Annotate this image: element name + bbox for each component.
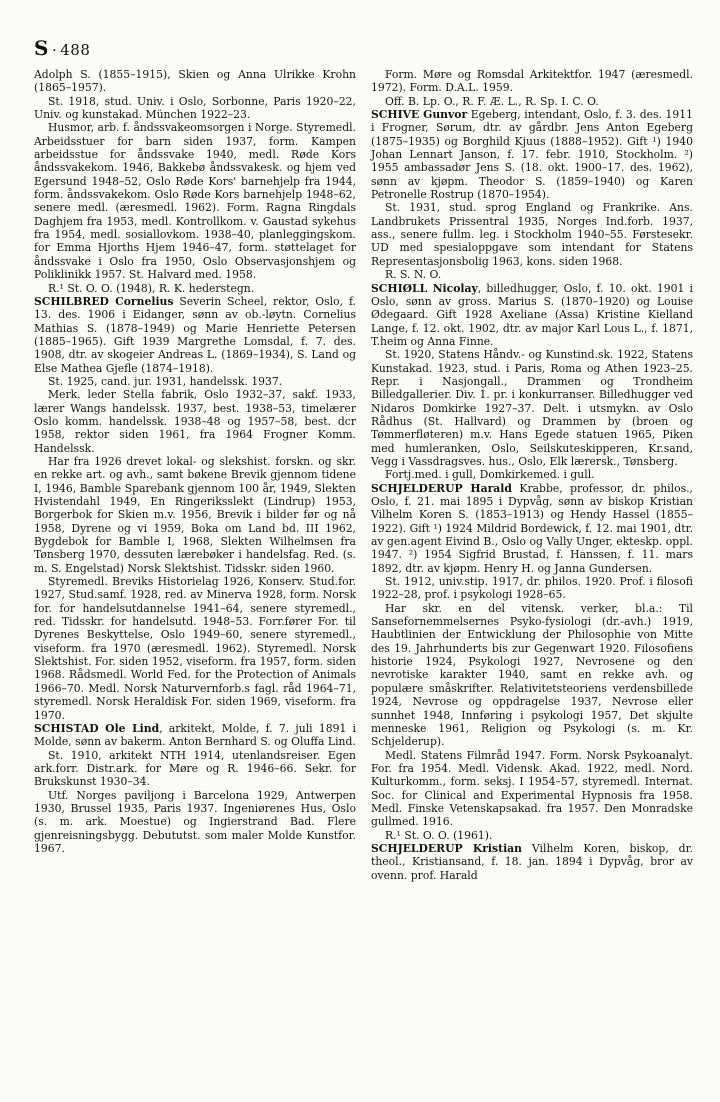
section-letter: S (34, 36, 49, 60)
paragraph: Husmor, arb. f. åndssvakeomsorgen i Norge. Styremedl. Arbeidsstuer for barn siden 1937, form. Kampen arbeidsstue for åndssvake 1940, medl. Røde Kors åndssvakekom. 1946, Bakkebø åndssvakesk. og hjem ved Egersund 1948–52, Oslo Røde Kors' barnehjelp fra 1944, form. åndssvakekom. Oslo Røde Kors barnehjelp 1948–62, senere medl. (æresmedl. 1962). Form. Ragna Ringdals Daghjem fra 1953, medl. Kontrollkom. v. Gaustad sykehus fra 1954, medl. sosiallovkom. 1938–40, planleggingskom. for Emma Hjorths Hjem 1946–47, form. støttelaget for åndssvake i Oslo fra 1950, Oslo Observasjonshjem og Poliklinikk 1957. St. Halvard med. 1958. (34, 121, 356, 282)
biography-entry (34, 722, 356, 749)
page-header (34, 36, 90, 60)
paragraph: Medl. Statens Filmråd 1947. Form. Norsk Psykoanalyt. For. fra 1954. Medl. Vidensk. Akad. 1922, medl. Nord. Kulturkomm., form. seksj. I 1954–57, styremedl. Internat. Soc. for Clinical and Experimental Hypnosis fra 1958. Medl. Finske Vetenskapsakad. fra 1957. Den Monradske gullmed. 1916. (371, 748, 693, 829)
paragraph: Har fra 1926 drevet lokal- og slekshist. forskn. og skr. en rekke art. og avh., samt bøkene Brevik gjennom tidene I, 1946, Bamble Sparebank gjennom 100 år, 1949, Slekten Hvistendahl 1949, En Ringeriksslekt (Lindrup) 1953, Borgerbok for Skien m.v. 1956, Brevik i bilder før og nå 1958, Dyrene og vi 1959, Boka om Land bd. III 1962, Bygdebok for Bamble I, 1968, Slekten Wilhelmsen fra Tønsberg 1970, dessuten lærebøker i handelsfag. Red. (s. m. S. Engelstad) Norsk Slektshist. Tidsskr. siden 1960. (34, 454, 356, 575)
paragraph: R.¹ St. O. O. (1948), R. K. hederstegn. (48, 281, 255, 295)
entry-text: , arkitekt, Molde, f. 7. juli 1891 i Molde, sønn av bakerm. Anton Bernhard S. og Oluffa Lind. (34, 721, 356, 749)
right-column (371, 68, 693, 882)
biography-entry (371, 282, 693, 349)
biography-entry (371, 482, 693, 575)
entry-text: Severin Scheel, rektor, Oslo, f. 13. des. 1906 i Eidanger, sønn av ob.-løytn. Cornelius Mathias S. (1878–1949) og Marie Henriette Petersen (1885–1965). Gift 1939 Margrethe Lomsdal, f. 7. des. 1908, dtr. av skogeier Andreas L. (1869–1934), S. Land og Else Mathea Gjefle (1874–1918). (34, 294, 356, 375)
entry-name: SCHJELDERUP Harald (371, 481, 512, 495)
paragraph: Utf. Norges paviljong i Barcelona 1929, Antwerpen 1930, Brussel 1935, Paris 1937. Ingeniørenes Hus, Oslo (s. m. ark. Moestue) og Ingierstrand Bad. Flere gjenreisningsbygg. Debututst. som maler Molde Kunstfor. 1967. (34, 788, 356, 855)
paragraph: St. 1920, Statens Håndv.- og Kunstind.sk. 1922, Statens Kunstakad. 1923, stud. i Paris, Roma og Athen 1923–25. Repr. i Nasjongall., Drammen og Trondheim Billedgallerier. Div. 1. pr. i konkurranser. Billedhugger ved Nidaros Domkirke 1927–37. Delt. i utsmykn. av Oslo Rådhus (St. Hallvard) og Drammen by (broen og Tømmerfløteren) m.v. Hans Egede statuen 1965, Piken med humleranken, Oslo, Seilskuteskipperen, Kr.sand, Vegg i Vassdragsves. hus., Oslo, Elk lærersk., Tønsberg. (371, 348, 693, 468)
paragraph: St. 1918, stud. Univ. i Oslo, Sorbonne, Paris 1920–22, Univ. og kunstakad. München 1922–23. (34, 94, 356, 122)
paragraph: St. 1912, univ.stip. 1917, dr. philos. 1920. Prof. i filosofi 1922–28, prof. i psykologi 1928–65. (371, 575, 693, 602)
paragraph: R.¹ St. O. O. (1961). (385, 828, 493, 842)
paragraph: Har skr. en del vitensk. verker, bl.a.: Til Sansefornemmelsernes Psyko-fysiologi (dr.-avh.) 1919, Haubtlinien der Entwicklung der Philosophie von Mitte des 19. Jahrhunderts bis zur Gegenwart 1920. Filosofiens historie 1924, Psykologi 1927, Nevrosene og den nevrotiske karakter 1940, samt en rekke avh. og populære småskrifter. Relativitetsteoriens verdensbillede 1924, Nevrose og oppdragelse 1937, Nevrose eller sunnhet 1948, Innføring i psykologi 1957, Det skjulte menneske 1961, Religion og Psykologi (s. m. Kr. Schjelderup). (371, 601, 693, 749)
entry-text: Vilhelm Koren, biskop, dr. theol., Kristiansand, f. 18. jan. 1894 i Dypvåg, bror av ovenn. prof. Harald (371, 841, 693, 882)
entry-text: , billedhugger, Oslo, f. 10. okt. 1901 i Oslo, sønn av gross. Marius S. (1870–1920) og Louise Ødegaard. Gift 1928 Axeliane (Assa) Kristine Kielland Lange, f. 12. okt. 1902, dtr. av major Karl Lous L., f. 1871, T.heim og Anna Finne. (371, 281, 693, 348)
entry-name: SCHJELDERUP Kristian (371, 841, 523, 855)
paragraph: St. 1925, cand. jur. 1931, handelssk. 1937. (48, 374, 283, 388)
paragraph: Styremedl. Breviks Historielag 1926, Konserv. Stud.for. 1927, Stud.samf. 1928, red. av Minerva 1928, form. Norsk for. for handelsutdannelse 1941–64, senere styremedl., red. Tidsskr. for handelsutd. 1948–53. Forr.fører For. til Dyrenes Beskyttelse, Oslo 1949–60, senere styremedl., viseform. fra 1970 (æresmedl. 1962). Styremedl. Norsk Slektshist. For. siden 1952, viseform. fra 1957, form. siden 1968. Rådsmedl. World Fed. for the Protection of Animals 1966–70. Medl. Norsk Naturvernforb.s fagl. råd 1964–71, styremedl. Norsk Heraldisk For. siden 1969, viseform. fra 1970. (34, 575, 356, 722)
biography-entry (34, 295, 356, 375)
paragraph: Form. Møre og Romsdal Arkitektfor. 1947 (æresmedl. 1972). Form. D.A.L. 1959. (371, 68, 693, 95)
paragraph: R. S. N. O. (385, 268, 442, 282)
paragraph: St. 1931, stud. sprog England og Frankrike. Ans. Landbrukets Prissentral 1935, Norges Ind.forb. 1937, ass., senere fullm. leg. i Stockholm 1940–55. Førstesekr. UD med spesialoppgave som intendant for Statens Representasjonsbolig 1963, kons. siden 1968. (371, 201, 693, 268)
page-number: 488 (60, 41, 91, 59)
biography-entry (371, 108, 693, 201)
paragraph: Fortj.med. i gull, Domkirkemed. i gull. (385, 468, 595, 482)
paragraph: Adolph S. (1855–1915), Skien og Anna Ulrikke Krohn (1865–1957). (34, 68, 356, 95)
paragraph: Off. B. Lp. O., R. F. Æ. L., R. Sp. I. C. O. (385, 94, 599, 108)
entry-name: SCHILBRED Cornelius (34, 294, 174, 308)
header-separator: · (51, 41, 58, 59)
entry-name: SCHISTAD Ole Lind (34, 721, 160, 735)
entry-text: Egeberg, intendant, Oslo, f. 3. des. 1911 i Frogner, Sørum, dtr. av gårdbr. Jens Anton Egeberg (1875–1935) og Borghild Kjuus (1888–1952). Gift ¹) 1940 Johan Lennart Janson, f. 17. febr. 1910, Stockholm. ²) 1955 ambassadør Jens S. (18. okt. 1900–17. des. 1962), sønn av kjøpm. Theodor S. (1859–1940) og Karen Petronelle Rostrup (1870–1954). (371, 108, 693, 202)
entry-text: Krabbe, professor, dr. philos., Oslo, f. 21. mai 1895 i Dypvåg, sønn av biskop Kristian Vilhelm Koren S. (1853–1913) og Hendy Hassel (1855–1922). Gift ¹) 1924 Mildrid Bordewick, f. 12. mai 1901, dtr. av gen.agent Eivind B., Oslo og Vally Unger, ekteskp. oppl. 1947. ²) 1954 Sigfrid Brustad, f. Hanssen, f. 11. mars 1892, dtr. av kjøpm. Henry H. og Janna Gundersen. (371, 481, 693, 575)
paragraph: Merk. leder Stella fabrik, Oslo 1932–37, sakf. 1933, lærer Wangs handelssk. 1937, best. 1938–53, timelærer Oslo komm. handelssk. 1938–48 og 1957–58, best. dcr 1958, rektor siden 1961, fra 1964 Frogner Komm. Handelssk. (34, 388, 356, 455)
paragraph: St. 1910, arkitekt NTH 1914, utenlandsreiser. Egen ark.forr. Distr.ark. for Møre og R. 1946–66. Sekr. for Brukskunst 1930–34. (34, 748, 356, 789)
left-column (34, 68, 356, 855)
entry-name: SCHIVE Gunvor (371, 108, 468, 122)
entry-name: SCHIØLL Nicolay (371, 281, 478, 295)
biography-entry (371, 842, 693, 882)
